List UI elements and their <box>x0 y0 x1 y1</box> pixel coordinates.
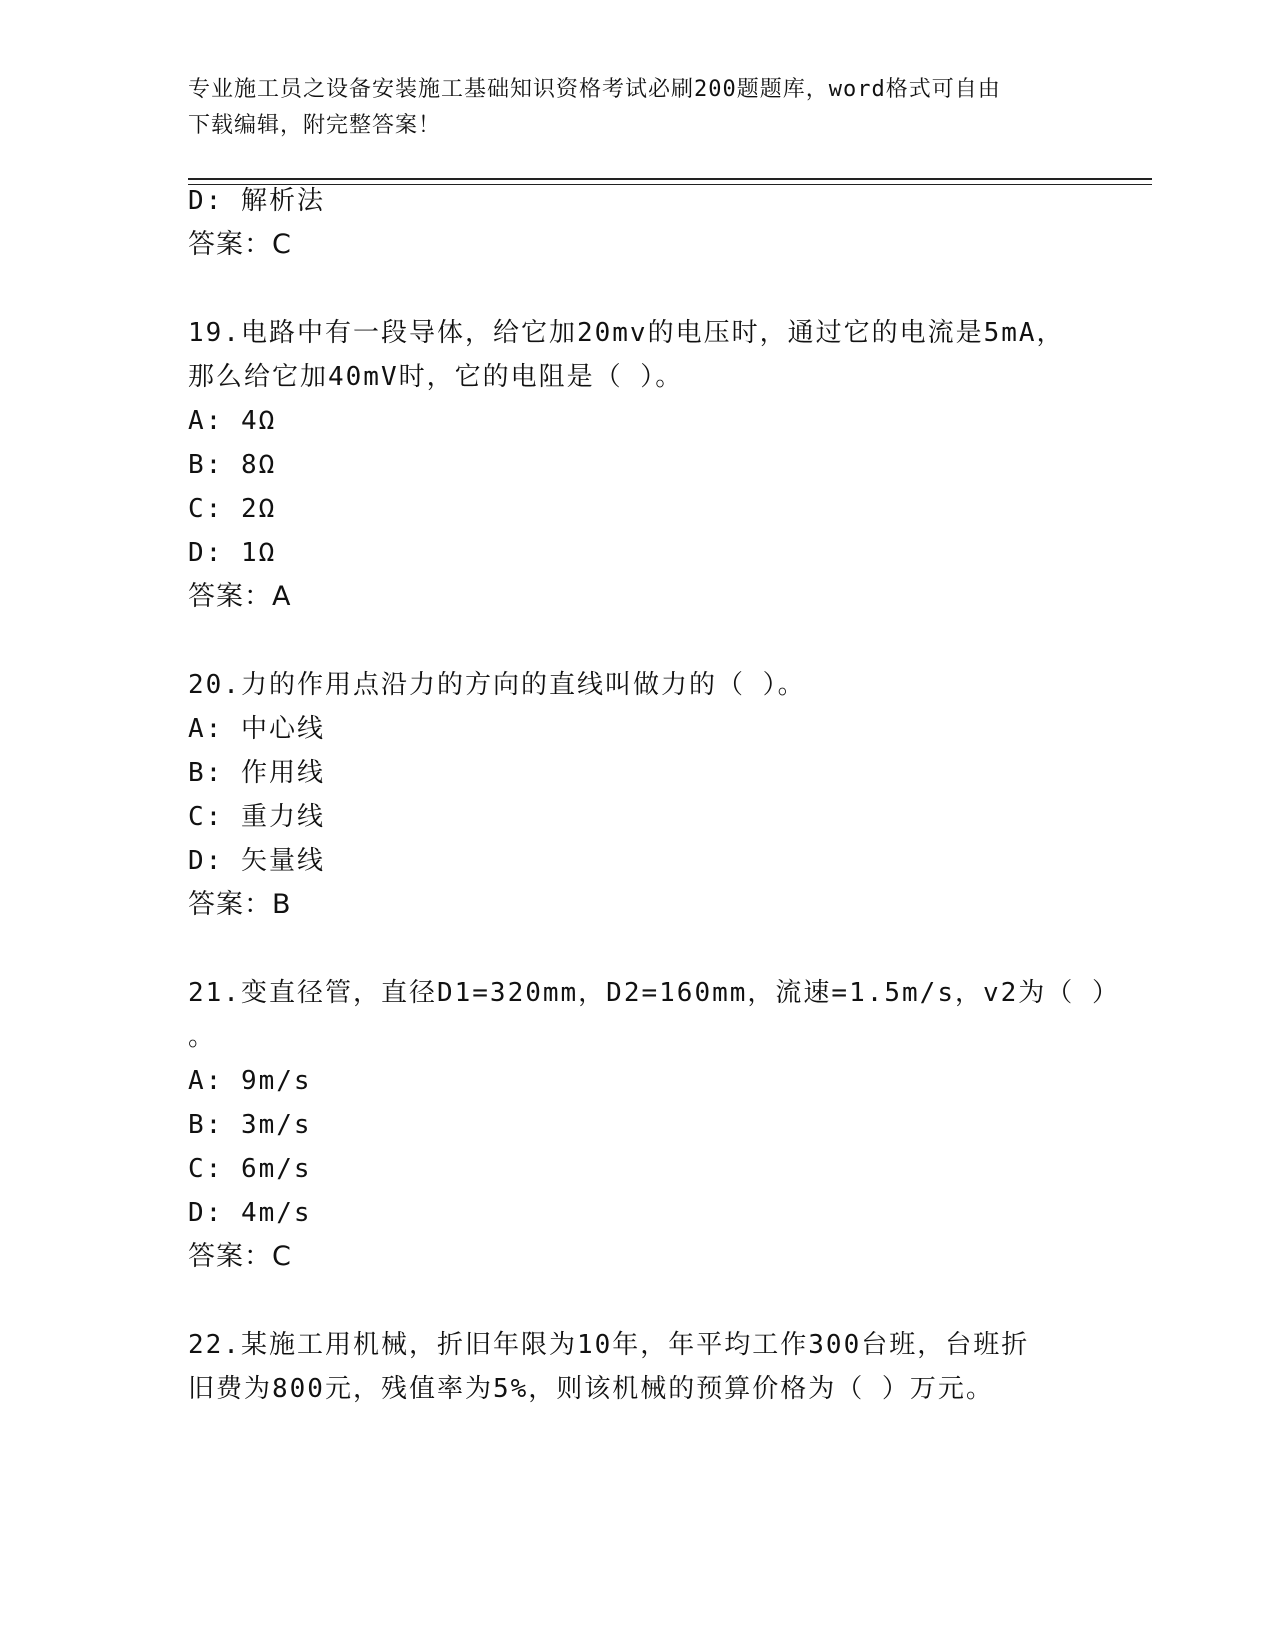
q19-stem-line-2: 那么给它加40mV时，它的电阻是（ ）。 <box>188 362 684 392</box>
q19-option-d: D: 1Ω <box>188 538 277 568</box>
q19-option-c: C: 2Ω <box>188 494 277 524</box>
q19-option-b: B: 8Ω <box>188 450 277 480</box>
q20-option-c: C: 重力线 <box>188 802 325 832</box>
q21-stem-line-2: 。 <box>188 1022 217 1052</box>
q22-stem-line-2: 旧费为800元，残值率为5%，则该机械的预算价格为（ ）万元。 <box>188 1374 994 1404</box>
q19-answer: 答案：A <box>188 581 292 612</box>
q21-answer: 答案：C <box>188 1241 292 1272</box>
prev-answer: 答案：C <box>188 229 292 260</box>
header-divider-thick <box>188 178 1152 180</box>
q21-option-a: A: 9m/s <box>188 1066 312 1096</box>
header-divider-thin <box>188 184 1152 185</box>
header-line-1: 专业施工员之设备安装施工基础知识资格考试必刷200题题库，word格式可自由 <box>188 77 1001 102</box>
q21-option-d: D: 4m/s <box>188 1198 312 1228</box>
q20-option-a: A: 中心线 <box>188 714 325 744</box>
q20-stem-line-1: 20.力的作用点沿力的方向的直线叫做力的（ ）。 <box>188 670 806 700</box>
q19-option-a: A: 4Ω <box>188 406 277 436</box>
q20-option-b: B: 作用线 <box>188 758 325 788</box>
prev-option-d: D: 解析法 <box>188 186 325 216</box>
document-header <box>188 72 1068 144</box>
q21-option-c: C: 6m/s <box>188 1154 312 1184</box>
q22-stem-line-1: 22.某施工用机械，折旧年限为10年，年平均工作300台班，台班折 <box>188 1330 1030 1360</box>
q19-stem-line-1: 19.电路中有一段导体，给它加20mv的电压时，通过它的电流是5mA， <box>188 318 1065 348</box>
q21-option-b: B: 3m/s <box>188 1110 312 1140</box>
q20-answer: 答案：B <box>188 889 292 920</box>
q20-option-d: D: 矢量线 <box>188 846 325 876</box>
header-line-2: 下载编辑，附完整答案！ <box>188 113 442 138</box>
q21-stem-line-1: 21.变直径管，直径D1=320mm，D2=160mm，流速=1.5m/s，v2为（ ） <box>188 978 1120 1008</box>
